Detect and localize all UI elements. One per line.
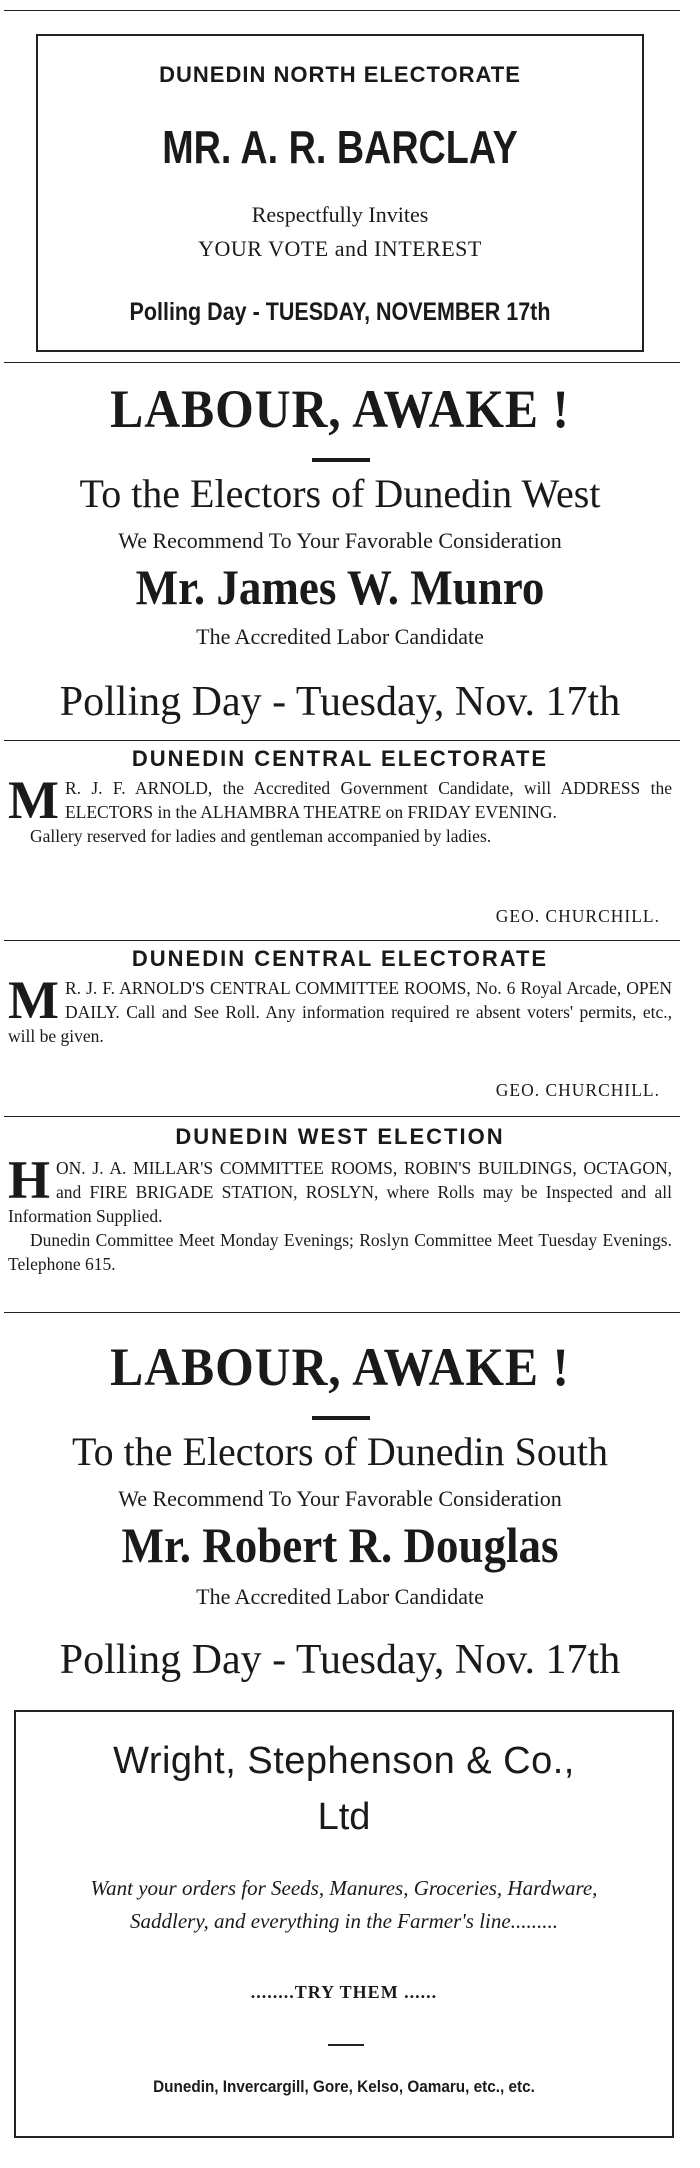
- vote-line: YOUR VOTE and INTEREST: [198, 236, 482, 261]
- invite-line: Respectfully Invites: [251, 202, 429, 227]
- notice-body: [8, 970, 672, 1048]
- drop-cap: M: [8, 970, 59, 1030]
- short-rule: [312, 458, 370, 462]
- notice-heading: DUNEDIN CENTRAL ELECTORATE: [131, 746, 549, 771]
- labour-headline: LABOUR, AWAKE !: [110, 1337, 570, 1397]
- divider-rule: [4, 362, 680, 363]
- accredited-line: The Accredited Labor Candidate: [196, 624, 484, 649]
- branch-list: Dunedin, Invercargill, Gore, Kelso, Oamaru, etc., etc.: [153, 2077, 535, 2096]
- polling-day: Polling Day - TUESDAY, NOVEMBER 17th: [129, 298, 551, 326]
- divider-rule: [4, 940, 680, 941]
- candidate-name: Mr. James W. Munro: [135, 559, 545, 615]
- recommend-line: We Recommend To Your Favorable Consideration: [118, 528, 562, 553]
- recommend-line: We Recommend To Your Favorable Consideration: [118, 1486, 562, 1511]
- accredited-line: The Accredited Labor Candidate: [196, 1584, 484, 1609]
- try-them: ........TRY THEM ......: [250, 1982, 438, 2002]
- electorate-heading: DUNEDIN NORTH ELECTORATE: [159, 62, 521, 87]
- barclay-advert: [36, 34, 644, 352]
- candidate-name: Mr. Robert R. Douglas: [121, 1517, 559, 1573]
- notice-heading: DUNEDIN WEST ELECTION: [175, 1124, 505, 1149]
- divider-rule: [4, 1116, 680, 1117]
- candidate-name: MR. A. R. BARCLAY: [162, 121, 518, 173]
- notice-text: Dunedin Committee Meet Monday Evenings; Roslyn Committee Meet Tuesday Evenings. Telephone 615.: [8, 1230, 672, 1274]
- notice-text: R. J. F. ARNOLD'S CENTRAL COMMITTEE ROOMS, No. 6 Royal Arcade, OPEN DAILY. Call and See Roll. Any information required re absent voters' permits, etc., will be given.: [8, 978, 672, 1046]
- drop-cap: H: [8, 1150, 51, 1210]
- company-name: Wright, Stephenson & Co.,: [113, 1740, 575, 1782]
- signature: GEO. CHURCHILL.: [495, 1080, 660, 1100]
- electors-heading: To the Electors of Dunedin South: [72, 1429, 608, 1474]
- pitch-text: Want your orders for Seeds, Manures, Groceries, Hardware, Saddlery, and everything in the Farmer's line.........: [90, 1876, 598, 1933]
- notice-text: Gallery reserved for ladies and gentleman accompanied by ladies.: [30, 826, 492, 846]
- company-suffix: Ltd: [317, 1796, 371, 1838]
- polling-day: Polling Day - Tuesday, Nov. 17th: [59, 1637, 621, 1683]
- drop-cap: M: [8, 770, 59, 830]
- electors-heading: To the Electors of Dunedin West: [79, 471, 601, 516]
- polling-day: Polling Day - Tuesday, Nov. 17th: [59, 679, 621, 725]
- notice-body: [8, 1150, 672, 1276]
- divider-rule: [4, 740, 680, 741]
- notice-text: ON. J. A. MILLAR'S COMMITTEE ROOMS, ROBIN'S BUILDINGS, OCTAGON, and FIRE BRIGADE STATION, ROSLYN, where Rolls may be Inspected and all Information Supplied.: [8, 1158, 672, 1226]
- labour-headline: LABOUR, AWAKE !: [110, 379, 570, 439]
- short-rule: [312, 1416, 370, 1420]
- notice-heading: DUNEDIN CENTRAL ELECTORATE: [131, 946, 549, 971]
- notice-text: R. J. F. ARNOLD, the Accredited Government Candidate, will ADDRESS the ELECTORS in the ALHAMBRA THEATRE on FRIDAY EVENING.: [64, 778, 672, 822]
- divider-rule: [4, 1312, 680, 1313]
- wright-stephenson-advert: [14, 1710, 674, 2138]
- top-rule: [4, 10, 680, 11]
- short-rule: [328, 2044, 364, 2046]
- notice-body: [8, 770, 672, 848]
- signature: GEO. CHURCHILL.: [495, 906, 660, 926]
